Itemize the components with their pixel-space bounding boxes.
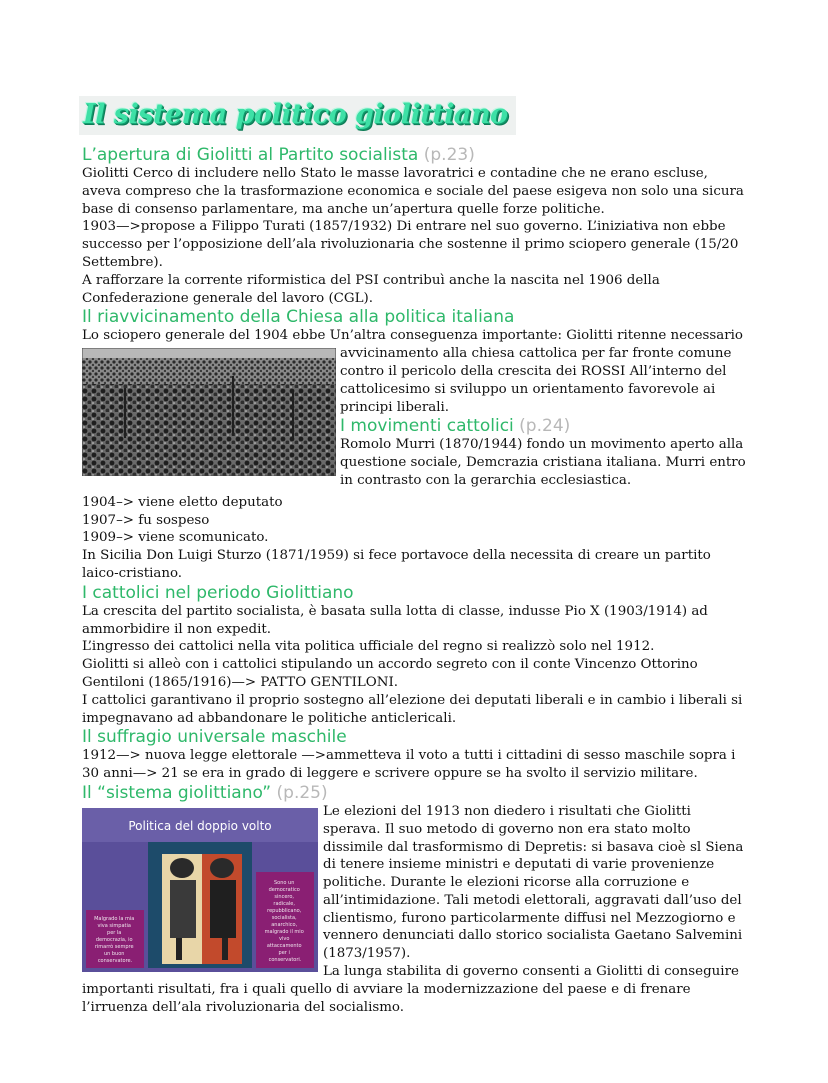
political-poster xyxy=(82,808,318,972)
paragraph: Romolo Murri (1870/1944) fondo un movimento aperto alla questione sociale, Demcrazia cristiana italiana. Murri entro in contrasto con la gerarchia ecclesiastica. xyxy=(340,437,746,488)
section-suffragio xyxy=(82,727,748,783)
paragraph: A rafforzare la corrente riformistica del PSI contribuì anche la nascita nel 1906 della Confederazione generale del lavoro (CGL). xyxy=(82,272,660,306)
paragraph: L’ingresso dei cattolici nella vita politica ufficiale del regno si realizzò solo nel 1912. xyxy=(82,639,655,655)
paragraph: Giolitti Cerco di includere nello Stato le masse lavoratrici e contadine che ne erano escluse, aveva compreso che la trasformazione economica e sociale del paese esigeva non solo una sicura base di consenso parlamentare, ma anche un’apertura quelle forze politiche. xyxy=(82,166,744,217)
section-apertura xyxy=(82,145,748,307)
heading-text: Il “sistema giolittiano” xyxy=(82,782,272,803)
heading-text: L’apertura di Giolitti al Partito socialista xyxy=(82,145,419,165)
paragraph: 1912—> nuova legge elettorale —>ammetteva il voto a tutti i cittadini di sesso maschile sopra i 30 anni—> 21 se era in grado di leggere e scrivere oppure se ha svolto il servizio militare. xyxy=(82,748,736,782)
crowd-photo xyxy=(82,348,336,476)
svg-text:Malgrado la mia viva: Malgrado la mia viva simpatia per la democrazia, io rimarrò sempre un buon conservatore. xyxy=(94,915,135,964)
page-ref: (p.24) xyxy=(519,416,571,437)
section-movimenti xyxy=(82,494,748,583)
heading-text: I movimenti cattolici xyxy=(340,416,514,437)
paragraph: I cattolici garantivano il proprio sostegno all’elezione dei deputati liberali e in cambio i liberali si impegnavano ad abbandonare le politiche anticlericali. xyxy=(82,692,743,726)
timeline-item: 1907–> fu sospeso xyxy=(82,512,210,528)
document-page xyxy=(82,96,748,1016)
page-ref: (p.23) xyxy=(423,145,475,165)
paragraph: Lo sciopero generale del 1904 ebbe Un’altra conseguenza importante: Giolitti ritenne necessario xyxy=(82,328,743,344)
section-heading xyxy=(82,783,748,803)
poster-title: Politica del doppio volto xyxy=(128,818,272,833)
page-title: Il sistema politico giolittiano xyxy=(83,99,508,130)
svg-text:Sono un democratico: Sono un democratico sincero, radicale, repubblicano, socialista, anarchico, malgrado il mio vivo attaccamento per i conservatori. xyxy=(264,879,304,963)
page-ref: (p.25) xyxy=(276,782,328,803)
paragraph: La crescita del partito socialista, è basata sulla lotta di classe, indusse Pio X (1903/1914) ad ammorbidire il non expedit. xyxy=(82,603,708,637)
paragraph: avvicinamento alla chiesa cattolica per far fronte comune contro il pericolo della crescita dei ROSSI All’interno del cattolicesimo si sviluppo un orientamento favorevole ai principi liberali. xyxy=(340,346,732,415)
paragraph: La lunga stabilita di governo consenti a Giolitti di conseguire importanti risultati, fra i quali quello di avviare la modernizzazione del paese e di frenare l’irruenza dell’ala rivoluzionaria del socialismo. xyxy=(82,964,739,1015)
section-heading xyxy=(340,416,748,436)
section-chiesa xyxy=(82,307,748,489)
section-heading xyxy=(82,145,748,165)
title-banner xyxy=(79,96,516,135)
paragraph: Giolitti si alleò con i cattolici stipulando un accordo segreto con il conte Vincenzo Ottorino Gentiloni (1865/1916)—> PATTO GENTILONI. xyxy=(82,657,698,690)
paragraph: Le elezioni del 1913 non diedero i risultati che Giolitti sperava. Il suo metodo di governo non era stato molto dissimile dal trasformismo di Depretis: si basava cioè sl Siena di tenere insieme ministri e deputati di varie provenienze politiche. Durante le elezioni ricorse alla corruzione e all’intimidazione. Tali metodi elettorali, aggravati dall’uso del clientismo, furono particolarmente diffusi nel Mezzogiorno e vennero denunciati dallo storico socialista Gaetano Salvemini (1873/1957). xyxy=(323,803,744,962)
section-heading: I cattolici nel periodo Giolittiano xyxy=(82,582,354,603)
wrapped-text xyxy=(340,345,748,490)
timeline-item: 1909–> viene scomunicato. xyxy=(82,530,269,546)
section-sistema xyxy=(82,783,748,1017)
section-heading: Il suffragio universale maschile xyxy=(82,727,347,748)
paragraph: In Sicilia Don Luigi Sturzo (1871/1959) si fece portavoce della necessita di creare un partito laico-cristiano. xyxy=(82,548,711,581)
paragraph: 1903—>propose a Filippo Turati (1857/1932) Di entrare nel suo governo. L’iniziativa non ebbe successo per l’opposizione dell’ala rivoluzionaria che sostenne il primo sciopero generale (15/20 Settembre). xyxy=(82,219,739,270)
section-heading: Il riavvicinamento della Chiesa alla politica italiana xyxy=(82,307,515,328)
timeline-item: 1904–> viene eletto deputato xyxy=(82,494,283,510)
section-cattolici xyxy=(82,583,748,728)
